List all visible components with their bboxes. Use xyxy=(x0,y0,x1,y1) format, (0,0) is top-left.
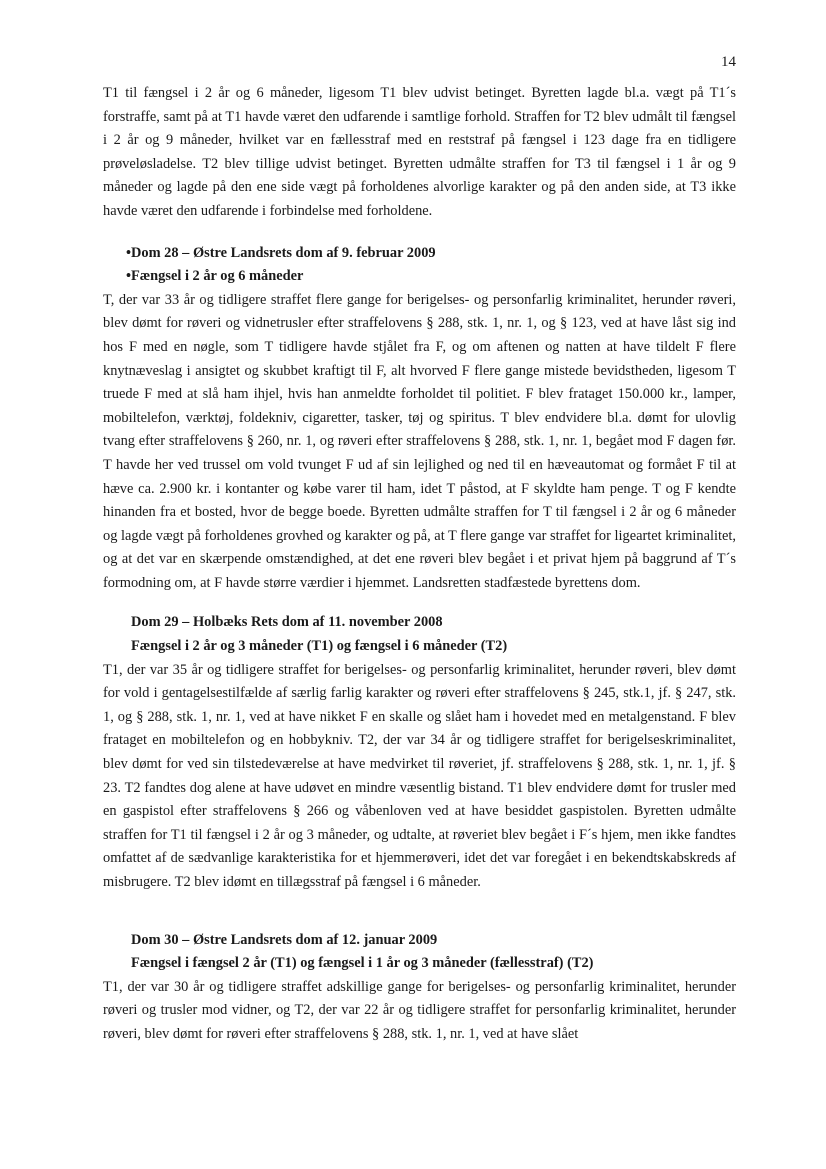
case-28-heading-list xyxy=(103,242,736,289)
bullet-icon: • xyxy=(126,244,132,261)
document-body xyxy=(103,82,736,1047)
intro-paragraph: T1 til fængsel i 2 år og 6 måneder, ligesom T1 blev udvist betinget. Byretten lagde bl.a. vægt på T1´s forstraffe, samt på at T1 havde været den udfarende i samtlige forhold. Straffen for T2 blev udmålt til fængsel i 2 år og 9 måneder, hvilket var en fællesstraf med en reststraf på fængsel i 123 dage fra en tidligere prøveløsladelse. T2 blev tillige udvist betinget. Byretten udmålte straffen for T3 til fængsel i 1 år og 9 måneder og lagde på den ene side vægt på forholdenes alvorlige karakter og på den anden side, at T3 ikke havde været den udfarende i forbindelse med forholdene. xyxy=(103,85,736,219)
case-29-sentence: Fængsel i 2 år og 3 måneder (T1) og fængsel i 6 måneder (T2) xyxy=(131,638,508,655)
case-30-sentence: Fængsel i fængsel 2 år (T1) og fængsel i 1 år og 3 måneder (fællesstraf) (T2) xyxy=(131,955,594,972)
case-28-title-text: Dom 28 – Østre Landsrets dom af 9. februar 2009 xyxy=(131,244,436,261)
case-28-title xyxy=(103,242,736,266)
case-30-body: T1, der var 30 år og tidligere straffet adskillige gange for berigelses- og personfarlig kriminalitet, herunder røveri og trusler mod vidner, og T2, der var 22 år og tidligere straffet for personfarlig kriminalitet, herunder røveri, blev dømt for røveri efter straffelovens § 288, stk. 1, nr. 1, ved at have slået xyxy=(103,978,736,1042)
case-28-body: T, der var 33 år og tidligere straffet flere gange for berigelses- og personfarlig kriminalitet, herunder røveri, blev dømt for røveri og vidnetrusler efter straffelovens § 288, stk. 1, nr. 1, og § 123, ved at have låst sig ind hos F med en nøgle, som T tidligere havde stjålet fra F, og om aftenen og natten at have tildelt F flere knytnæveslag i ansigtet og skubbet kraftigt til F, alt hvorved F flere gange mistede bevidstheden, ligesom T truede F med at slå ham ihjel, hvis han anmeldte forholdet til politiet. F blev frataget 150.000 kr., lamper, mobiltelefon, værktøj, foldekniv, cigaretter, tasker, tøj og spiritus. T blev endvidere bl.a. dømt for ulovlig tvang efter straffelovens § 260, nr. 1, og røveri efter straffelovens § 288, stk. 1, nr. 1, begået mod F dagen før. T havde her ved trussel om vold tvunget F ud af sin lejlighed og ned til en hæveautomat og formået F til at hæve ca. 2.900 kr. i kontanter og købe varer til ham, idet T påstod, at F skyldte ham penge. T og F kendte hinanden fra et bosted, hvor de begge boede. Byretten udmålte straffen for T til fængsel i 2 år og 6 måneder og lagde vægt på forholdenes grovhed og karakter og på, at T flere gange var straffet for ligeartet kriminalitet, og at det var en skærpende omstændighed, at det ene røveri blev begået i et privat hjem på baggrund af T´s formodning om, at F havde større værdier i hjemmet. Landsretten stadfæstede byrettens dom. xyxy=(103,291,736,591)
page-number: 14 xyxy=(721,54,736,70)
case-29-title: Dom 29 – Holbæks Rets dom af 11. november 2008 xyxy=(131,614,443,631)
case-29-body: T1, der var 35 år og tidligere straffet for berigelses- og personfarlig kriminalitet, herunder røveri, blev dømt for vold i gentagelsestilfælde af særlig farlig karakter og røveri efter straffelovens § 245, stk.1, jf. § 247, stk. 1, og § 288, stk. 1, nr. 1, ved at have nikket F en skalle og slået ham i hovedet med en metalgenstand. F blev frataget en mobiltelefon og en hobbykniv. T2, der var 34 år og tidligere straffet for berigelseskriminalitet, blev dømt for ved sin tilstedeværelse at have medvirket til røveriet, jf. straffelovens § 288, stk. 1, nr. 1, jf. § 23. T2 fandtes dog alene at have udøvet en mindre væsentlig bistand. T1 blev endvidere dømt for trusler med en gaspistol efter straffelovens § 266 og våbenloven ved at have besiddet gaspistolen. Byretten udmålte straffen for T1 til fængsel i 2 år og 3 måneder, og udtalte, at røveriet blev begået i F´s hjem, men ikke fandtes omfattet af de sædvanlige karakteristika for et hjemmerøveri, idet det var foregået i en bekendtskabskreds af misbrugere. T2 blev idømt en tillægsstraf på fængsel i 6 måneder. xyxy=(103,661,736,890)
bullet-icon: • xyxy=(126,268,132,285)
case-28-sentence xyxy=(103,265,736,289)
case-28-sentence-text: Fængsel i 2 år og 6 måneder xyxy=(131,268,304,285)
case-30-title: Dom 30 – Østre Landsrets dom af 12. januar 2009 xyxy=(131,931,438,948)
